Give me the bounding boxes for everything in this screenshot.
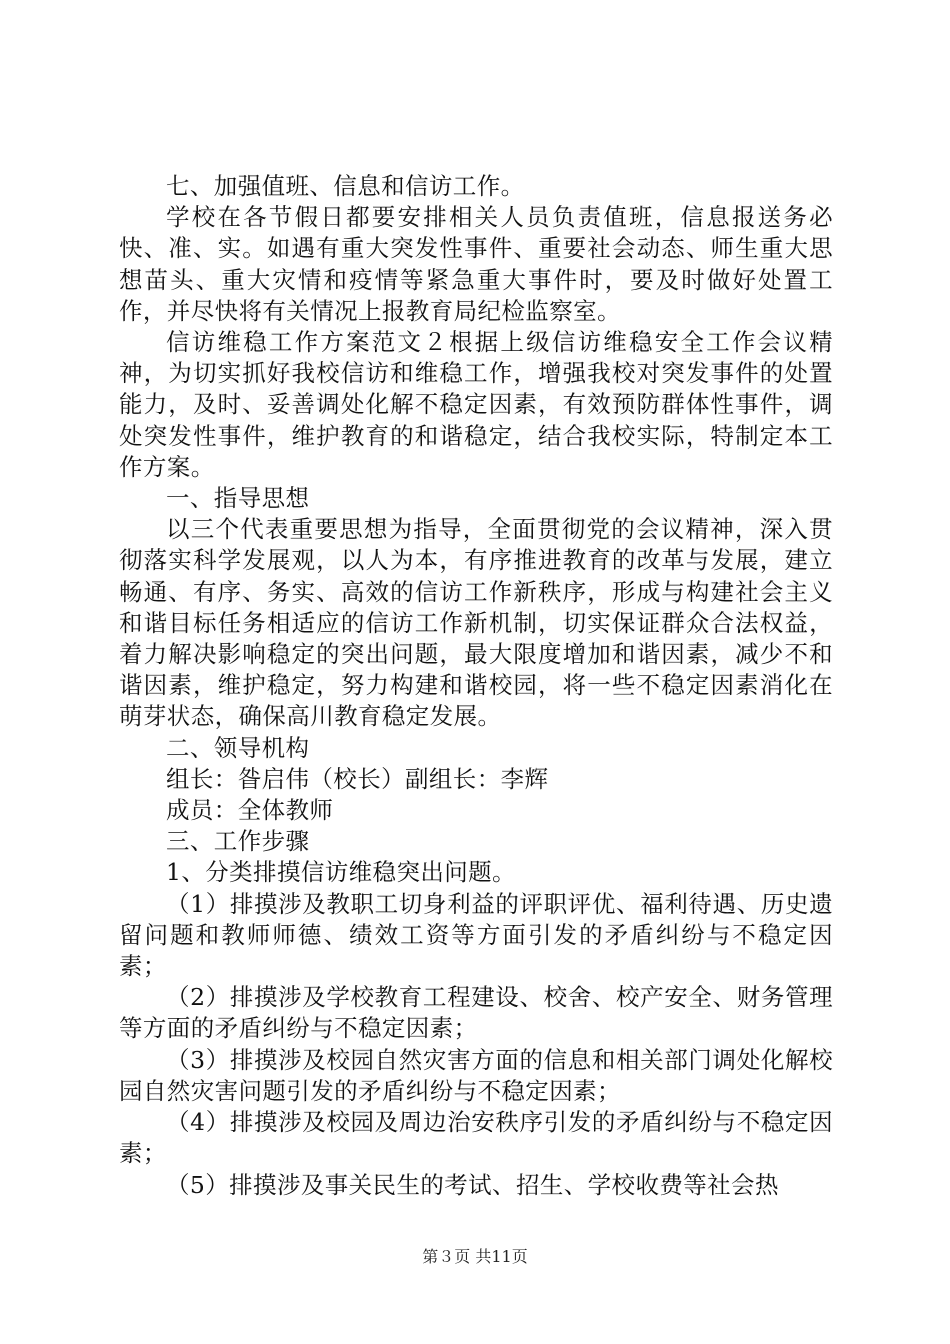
paragraph-members: 成员：全体教师 [166, 796, 334, 825]
paragraph-step-1: 1、分类排摸信访维稳突出问题。 [166, 858, 516, 887]
list-item-1: （1）排摸涉及教职工切身利益的评职评优、福利待遇、历史遗留问题和教师师德、绩效工资等方面引发的矛盾纠纷与不稳定因素； [119, 889, 833, 981]
page-number: 第３页 共11页 [422, 1247, 528, 1266]
section-heading-work-steps: 三、工作步骤 [166, 827, 310, 856]
list-item-4: （4）排摸涉及校园及周边治安秩序引发的矛盾纠纷与不稳定因素； [119, 1108, 833, 1168]
section-heading-leadership: 二、领导机构 [166, 733, 310, 762]
section-heading-duty: 七、加强值班、信息和信访工作。 [166, 172, 525, 200]
paragraph-duty-details: 学校在各节假日都要安排相关人员负责值班，信息报送务必快、准、实。如遇有重大突发性事件、重要社会动态、师生重大思想苗头、重大灾情和疫情等紧急重大事件时，要及时做好处置工作，并尽快将有关情况上报教育局纪检监察室。 [119, 203, 833, 325]
section-heading-guiding-thought: 一、指导思想 [166, 484, 310, 513]
list-item-2: （2）排摸涉及学校教育工程建设、校舍、校产安全、财务管理等方面的矛盾纠纷与不稳定因素； [119, 983, 833, 1043]
list-item-5: （5）排摸涉及事关民生的考试、招生、学校收费等社会热 [166, 1170, 779, 1199]
document-body [119, 171, 833, 1201]
list-item-3: （3）排摸涉及校园自然灾害方面的信息和相关部门调处化解校园自然灾害问题引发的矛盾纠纷与不稳定因素； [119, 1045, 833, 1105]
paragraph-leaders: 组长：昝启伟（校长）副组长：李辉 [166, 764, 549, 793]
paragraph-plan-intro: 信访维稳工作方案范文２根据上级信访维稳安全工作会议精神，为切实抓好我校信访和维稳工作，增强我校对突发事件的处置能力，及时、妥善调处化解不稳定因素，有效预防群体性事件，调处突发性事件，维护教育的和谐稳定，结合我校实际，特制定本工作方案。 [119, 328, 833, 481]
paragraph-guiding-thought: 以三个代表重要思想为指导，全面贯彻党的会议精神，深入贯彻落实科学发展观，以人为本，有序推进教育的改革与发展，建立畅通、有序、务实、高效的信访工作新秩序，形成与构建社会主义和谐目标任务相适应的信访工作新机制，切实保证群众合法权益，着力解决影响稳定的突出问题，最大限度增加和谐因素，减少不和谐因素，维护稳定，努力构建和谐校园，将一些不稳定因素消化在萌芽状态，确保高川教育稳定发展。 [119, 515, 833, 731]
